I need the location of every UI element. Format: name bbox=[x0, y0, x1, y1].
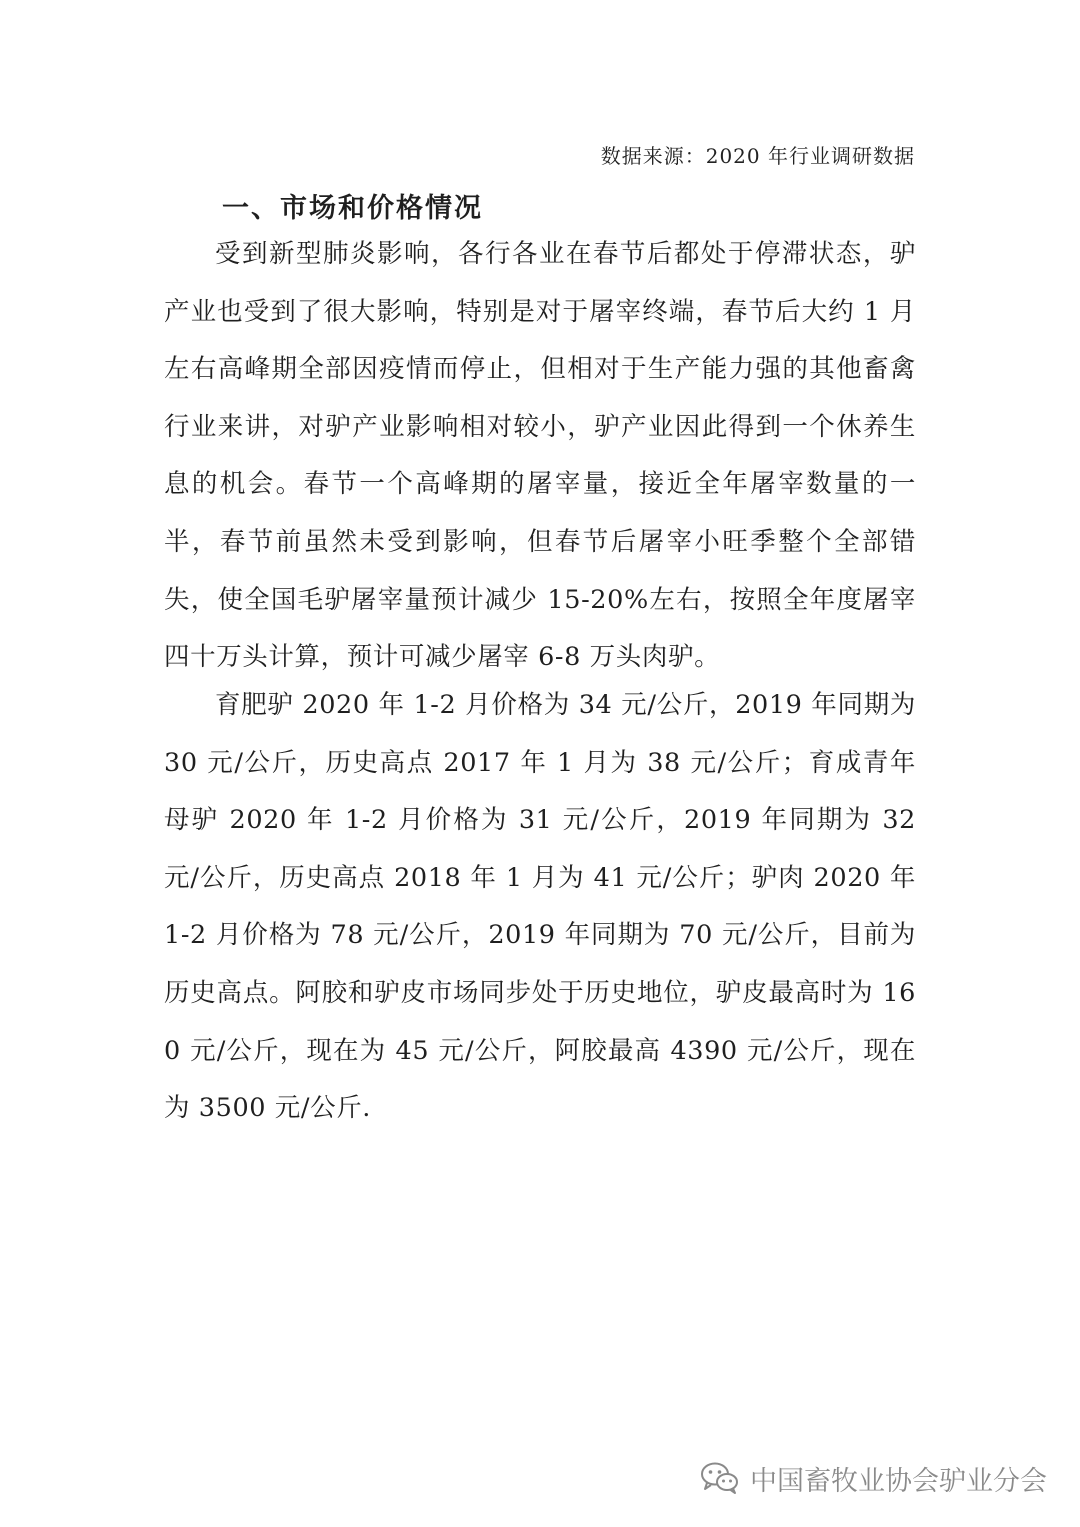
data-source-note: 数据来源：2020 年行业调研数据 bbox=[600, 144, 915, 168]
paragraph-prices: 育肥驴 2020 年 1-2 月价格为 34 元/公斤，2019 年同期为 30 元/公斤，历史高点 2017 年 1 月为 38 元/公斤；育成青年母驴 2020 年 1-2 月价格为 31 元/公斤，2019 年同期为 32 元/公斤，历史高点 2018 年 1 月为 41 元/公斤；驴肉 2020 年 1-2 月价格为 78 元/公斤，2019 年同期为 70 元/公斤，目前为历史高点。阿胶和驴皮市场同步处于历史地位，驴皮最高时为 160 元/公斤，现在为 45 元/公斤，阿胶最高 4390 元/公斤，现在为 3500 元/公斤. bbox=[164, 690, 916, 1124]
paragraph-market-impact: 受到新型肺炎影响，各行各业在春节后都处于停滞状态，驴产业也受到了很大影响，特别是对于屠宰终端，春节后大约 1 月左右高峰期全部因疫情而停止，但相对于生产能力强的其他畜禽行业来讲，对驴产业影响相对较小，驴产业因此得到一个休养生息的机会。春节一个高峰期的屠宰量，接近全年屠宰数量的一半，春节前虽然未受到影响，但春节后屠宰小旺季整个全部错失，使全国毛驴屠宰量预计减少 15-20%左右，按照全年度屠宰四十万头计算，预计可减少屠宰 6-8 万头肉驴。 bbox=[164, 239, 916, 673]
section-heading: 一、市场和价格情况 bbox=[222, 193, 483, 224]
wechat-watermark bbox=[700, 1458, 1047, 1498]
wechat-icon bbox=[700, 1461, 740, 1495]
watermark-text: 中国畜牧业协会驴业分会 bbox=[750, 1465, 1047, 1497]
